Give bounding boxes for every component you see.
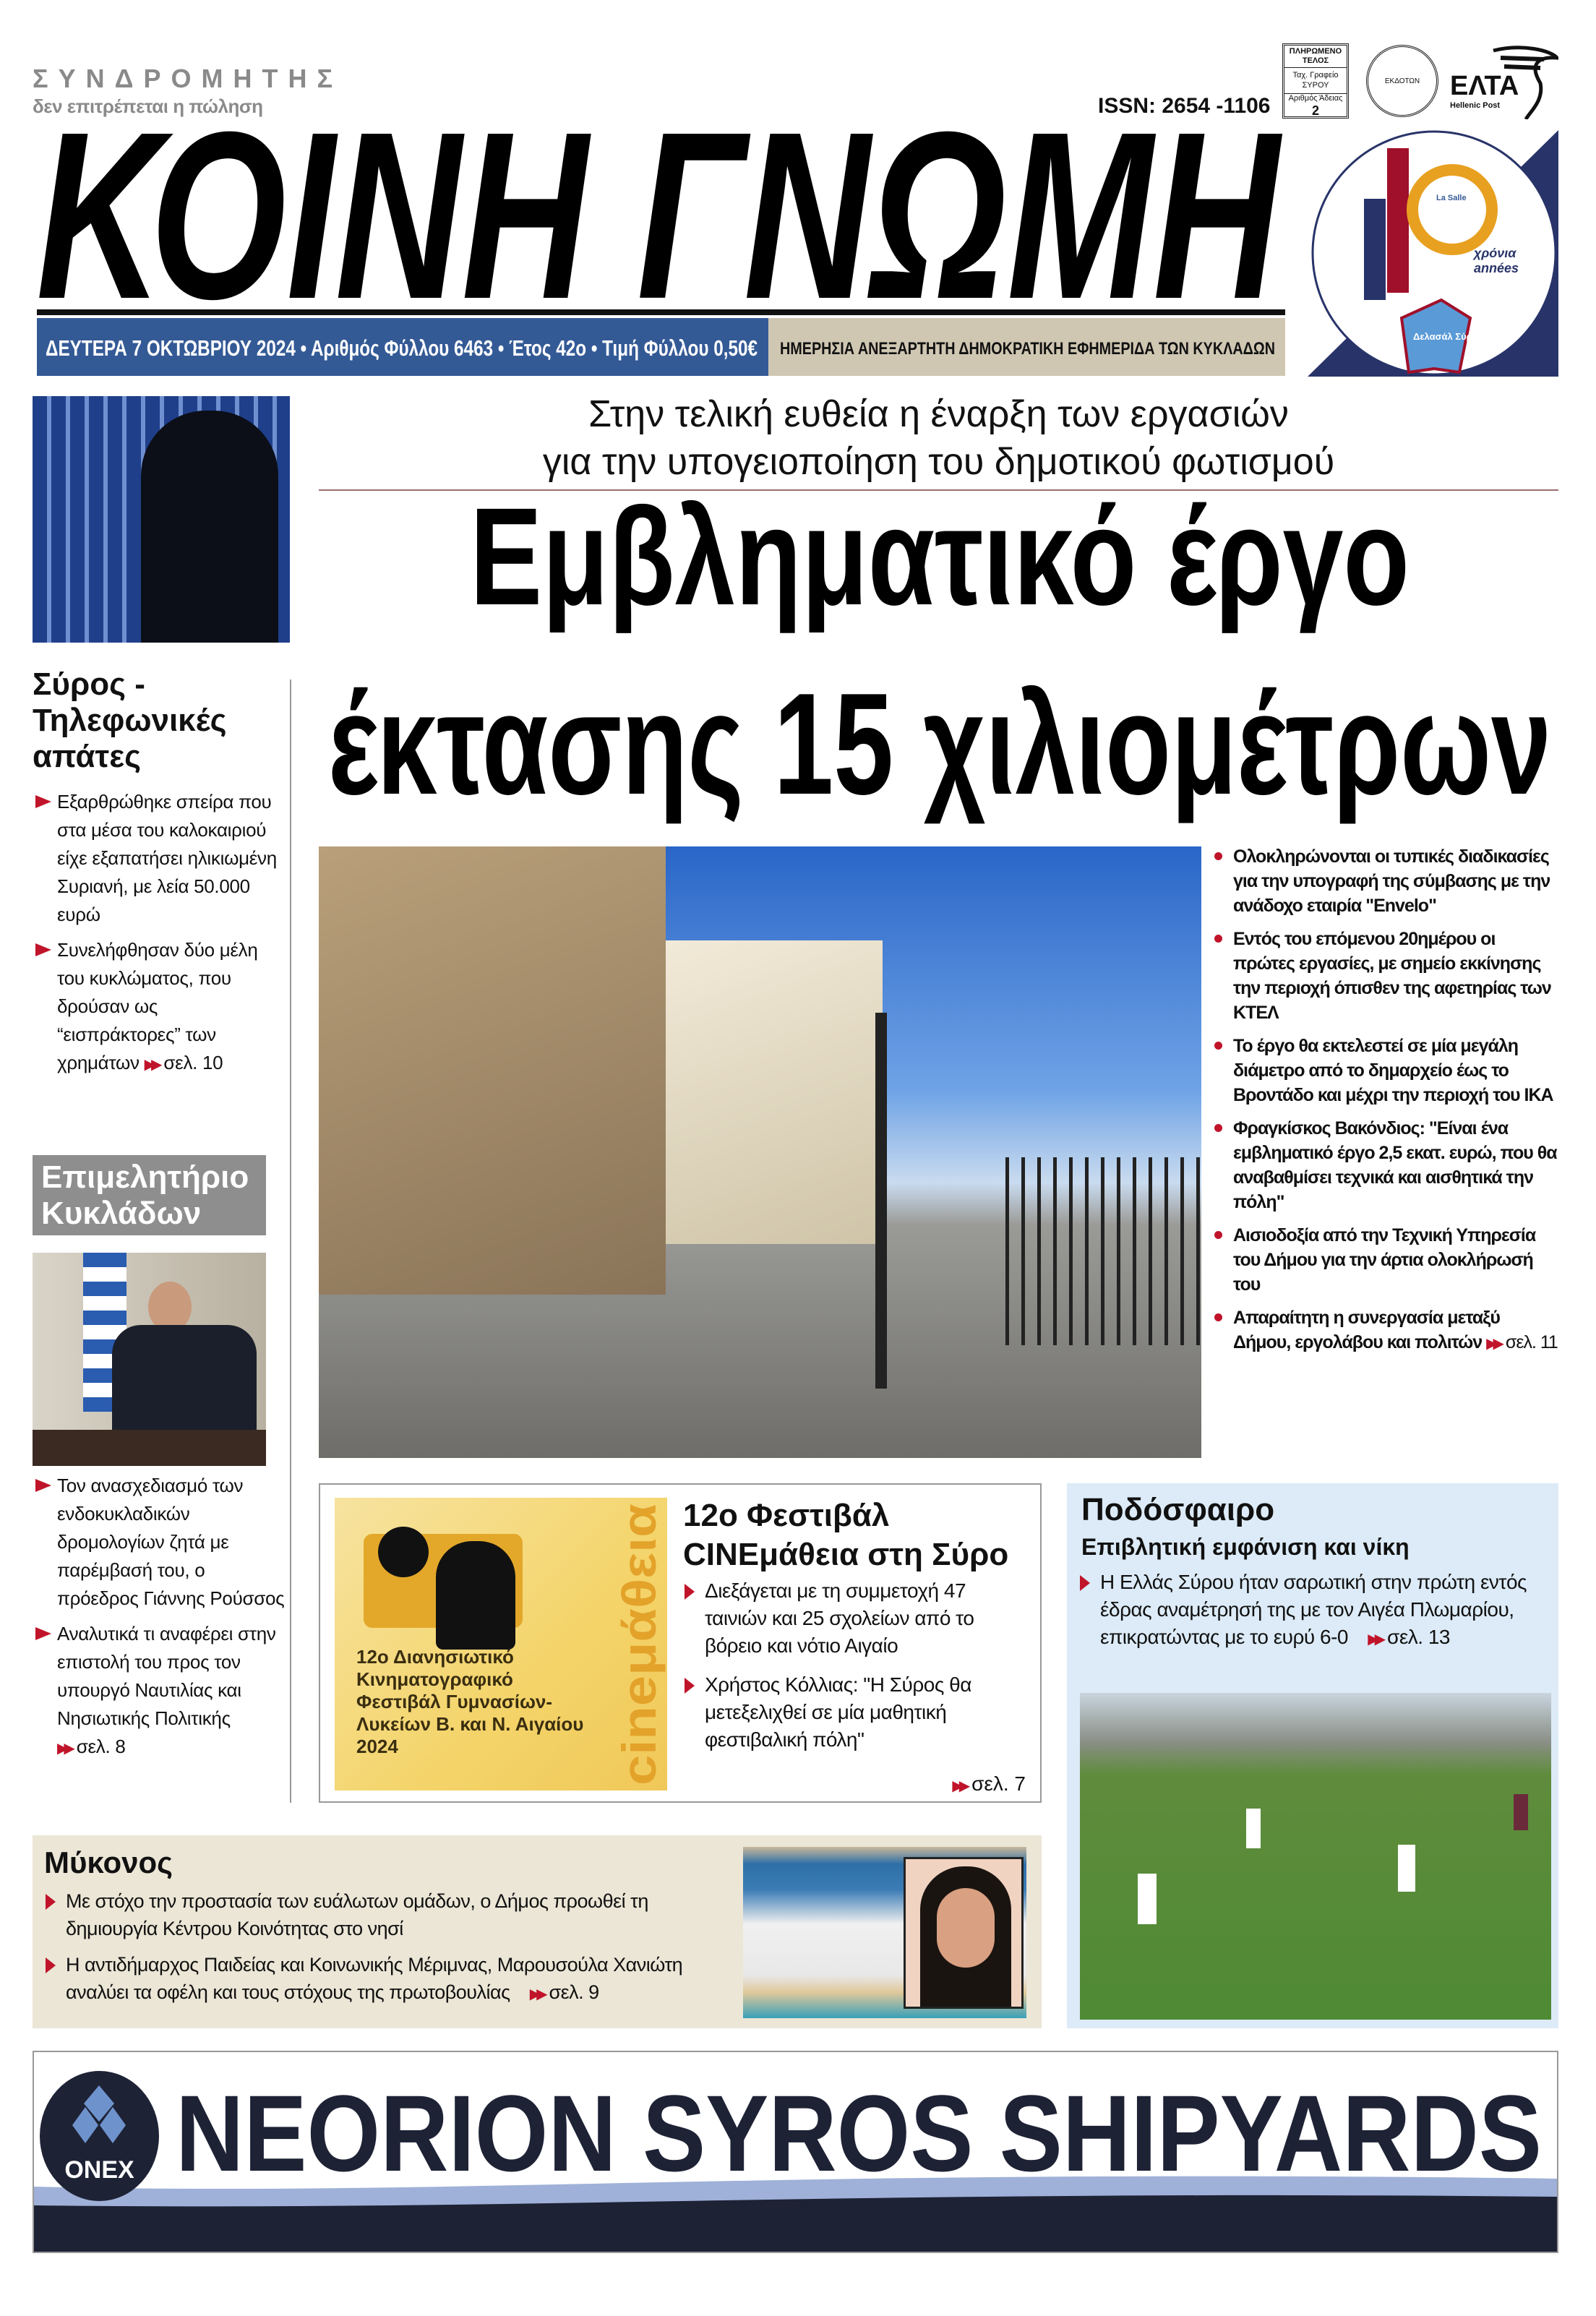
lamp-post bbox=[875, 1013, 887, 1389]
seal-text: ΕΚΔΟΤΩΝ bbox=[1384, 77, 1420, 85]
postage-paid-stamp bbox=[1282, 43, 1349, 119]
player bbox=[1246, 1809, 1261, 1848]
suit bbox=[112, 1325, 257, 1433]
scam-title: Σύρος - Τηλεφωνικές απάτες bbox=[33, 666, 227, 774]
ad-text: NEORION SYROS SHIPYARDS bbox=[176, 2074, 1542, 2182]
kicker-line-1: Στην τελική ευθεία η έναρξη των εργασιών bbox=[588, 393, 1289, 435]
masthead-rule bbox=[37, 309, 1285, 315]
scam-photo bbox=[33, 396, 290, 643]
chamber-title: Επιμελητήριο Κυκλάδων bbox=[33, 1155, 266, 1235]
desk bbox=[33, 1430, 266, 1466]
page-ref[interactable] bbox=[145, 1052, 223, 1073]
elta-logo bbox=[1450, 43, 1558, 119]
double-arrow-icon: ▶▶ bbox=[57, 1741, 71, 1757]
ad-text-svg bbox=[176, 2074, 1549, 2182]
lead-bullet-text: Απαραίτητη η συνεργασία μεταξύ Δήμου, εργολάβου και πολιτών bbox=[1233, 1308, 1500, 1352]
page-ref[interactable] bbox=[1368, 1626, 1450, 1648]
sphinx-icon bbox=[436, 1541, 515, 1650]
stamp-paid-text: ΠΛΗΡΩΜΕΝΟ ΤΕΛΟΣ bbox=[1284, 46, 1347, 68]
page-ref[interactable] bbox=[1486, 1332, 1558, 1352]
headline-line-1: Εμβληματικό έργο bbox=[470, 499, 1410, 634]
cine-bullets bbox=[683, 1577, 1030, 1765]
scam-bullet-text: Συνελήφθησαν δύο μέλη του κυκλώματος, που δρούσαν ως “εισπράκτορες” των χρημάτων bbox=[57, 939, 258, 1073]
football-box bbox=[1067, 1483, 1558, 2028]
page-ref-text: σελ. 7 bbox=[971, 1772, 1026, 1795]
page-ref[interactable] bbox=[57, 1736, 126, 1757]
camera-icon bbox=[378, 1527, 429, 1577]
deputy-mayor-portrait bbox=[904, 1857, 1024, 2009]
dateline-bar bbox=[37, 318, 768, 376]
onex-text: ONEX bbox=[64, 2156, 134, 2184]
mykonos-bullet: Με στόχο την προστασία των ευάλωτων ομάδων, ο Δήμος προωθεί τη δημιουργία Κέντρου Κοινότητας στο νησί bbox=[44, 1887, 738, 1942]
lead-bullet bbox=[1214, 1305, 1558, 1356]
headline-line-1-svg bbox=[470, 499, 1415, 638]
headline-line-2: έκτασης 15 χιλιομέτρων bbox=[328, 674, 1551, 825]
scam-bullet bbox=[33, 936, 286, 1079]
lead-bullet: Αισιοδοξία από την Τεχνική Υπηρεσία του Δήμου για την άρτια ολοκλήρωσή του bbox=[1214, 1223, 1558, 1297]
elta-subtext: Hellenic Post bbox=[1450, 101, 1501, 110]
mykonos-photo bbox=[743, 1847, 1026, 2018]
dateline-svg bbox=[37, 318, 768, 376]
page-ref-text: σελ. 8 bbox=[76, 1736, 126, 1757]
tagline-bar bbox=[768, 318, 1285, 376]
cine-title bbox=[683, 1496, 1008, 1574]
building-left bbox=[319, 846, 666, 1295]
double-arrow-icon: ▶▶ bbox=[1368, 1631, 1382, 1647]
lead-bullets bbox=[1214, 844, 1558, 1365]
cinematheia-logo-svg bbox=[604, 1498, 667, 1790]
cine-title-2: CINEμάθεια στη Σύρο bbox=[683, 1537, 1009, 1572]
football-subtitle: Επιβλητική εμφάνιση και νίκη bbox=[1081, 1534, 1410, 1560]
stamp-permit-label: Αριθμός Άδειας bbox=[1288, 93, 1343, 103]
newspaper-title: ΚΟΙΝΗ ΓΝΩΜΗ bbox=[36, 121, 1284, 306]
player bbox=[1514, 1794, 1528, 1830]
page-ref-text: σελ. 13 bbox=[1387, 1626, 1450, 1648]
chamber-bullet bbox=[33, 1620, 286, 1763]
double-arrow-icon: ▶▶ bbox=[1486, 1336, 1500, 1352]
double-arrow-icon: ▶▶ bbox=[529, 1986, 544, 2002]
years-text: χρόνια années bbox=[1474, 246, 1519, 275]
page-ref-text: σελ. 9 bbox=[549, 1981, 599, 2003]
mykonos-title: Μύκονος bbox=[44, 1845, 173, 1879]
chamber-bullets bbox=[33, 1472, 286, 1770]
lead-bullet: Το έργο θα εκτελεστεί σε μία μεγάλη διάμετρο από το δημαρχείο έως το Βροντάδο και μέχρι την περιοχή του ΙΚΑ bbox=[1214, 1034, 1558, 1107]
not-for-sale-label: δεν επιτρέπεται η πώληση bbox=[33, 95, 263, 117]
football-bullets bbox=[1078, 1569, 1551, 1653]
scam-bullets bbox=[33, 788, 286, 1086]
face bbox=[937, 1888, 995, 1968]
football-photo bbox=[1080, 1693, 1551, 2020]
player bbox=[1138, 1874, 1157, 1924]
mykonos-bullets bbox=[44, 1887, 738, 2008]
festival-poster bbox=[335, 1498, 667, 1790]
issn: ISSN: 2654 -1106 bbox=[1098, 94, 1271, 118]
football-title: Ποδόσφαιρο bbox=[1081, 1492, 1275, 1527]
cine-bullet: Διεξάγεται με τη συμμετοχή 47 ταινιών και 25 σχολείων από το βόρειο και νότιο Αιγαίο bbox=[683, 1577, 1030, 1660]
school-name: Δελασάλ Σύρου bbox=[1413, 331, 1484, 342]
subscriber-label: ΣΥΝΔΡΟΜΗΤΗΣ bbox=[33, 64, 343, 93]
dateline: ΔΕΥΤΕΡΑ 7 ΟΚΤΩΒΡΙΟΥ 2024 • Αριθμός Φύλλου 6463 • Έτος 42ο • Τιμή Φύλλου 0,50€ bbox=[46, 335, 758, 361]
headline-line-2-svg bbox=[328, 674, 1557, 830]
tagline-svg bbox=[768, 318, 1285, 376]
neorion-ad[interactable] bbox=[33, 2051, 1558, 2253]
street-photo bbox=[319, 846, 1201, 1458]
page-ref[interactable] bbox=[530, 1981, 599, 2003]
mykonos-bullet bbox=[44, 1951, 738, 2008]
cine-festival-box bbox=[319, 1483, 1042, 1803]
kicker-line-2: για την υπογειοποίηση του δημοτικού φωτισμού bbox=[542, 441, 1335, 483]
page-ref-text: σελ. 11 bbox=[1505, 1332, 1558, 1352]
lead-bullet: Εντός του επόμενου 20ημέρου οι πρώτες εργασίες, με σημείο εκκίνησης την περιοχή όπισθεν της αφετηρίας των ΚΤΕΛ bbox=[1214, 927, 1558, 1025]
mykonos-bullet-text: Η αντιδήμαρχος Παιδείας και Κοινωνικής Μέριμνας, Μαρουσούλα Χανιώτη αναλύει τα οφέλη και τους στόχους της πρωτοβουλίας bbox=[66, 1954, 683, 2003]
cinematheia-logo: cineμάθεια bbox=[612, 1540, 666, 1785]
lead-kicker bbox=[319, 390, 1558, 486]
silhouette bbox=[141, 411, 278, 643]
anniversary-logo bbox=[1308, 130, 1558, 377]
page-ref[interactable] bbox=[952, 1772, 1026, 1796]
scam-bullet: Εξαρθρώθηκε σπείρα που στα μέσα του καλοκαιριού είχε εξαπατήσει ηλικιωμένη Συριανή, με λεία 50.000 ευρώ bbox=[33, 788, 286, 929]
page-ref-text: σελ. 10 bbox=[163, 1052, 223, 1073]
stamp-office-text: Ταχ. Γραφείο ΣΥΡΟΥ bbox=[1284, 68, 1347, 93]
column-divider bbox=[290, 679, 291, 1803]
player bbox=[1398, 1845, 1415, 1892]
tagline: ΗΜΕΡΗΣΙΑ ΑΝΕΞΑΡΤΗΤΗ ΔΗΜΟΚΡΑΤΙΚΗ ΕΦΗΜΕΡΙΔΑ ΤΩΝ ΚΥΚΛΑΔΩΝ bbox=[780, 339, 1275, 359]
elta-text: ΕΛΤΑ bbox=[1450, 71, 1519, 101]
poster-text: 12ο Διανησιωτικό Κινηματογραφικό Φεστιβάλ Γυμνασίων-Λυκείων Β. και Ν. Αιγαίου 2024 bbox=[356, 1646, 584, 1757]
chamber-bullet-text: Αναλυτικά τι αναφέρει στην επιστολή του προς τον υπουργό Ναυτιλίας και Νησιωτικής Πολιτικής bbox=[57, 1623, 276, 1729]
chamber-president-photo bbox=[33, 1253, 266, 1466]
lead-bullet: Ολοκληρώνονται οι τυπικές διαδικασίες για την υπογραφή της σύμβασης με την ανάδοχο εταιρία "Envelo" bbox=[1214, 844, 1558, 918]
newspaper-title-svg bbox=[36, 121, 1285, 306]
double-arrow-icon: ▶▶ bbox=[144, 1057, 158, 1073]
chamber-bullet: Τον ανασχεδιασμό των ενδοκυκλαδικών δρομολογίων ζητά με παρέμβασή του, ο πρόεδρος Γιάννης Ρούσσος bbox=[33, 1472, 286, 1613]
lead-bullet: Φραγκίσκος Βακόνδιος: "Είναι ένα εμβληματικό έργο 2,5 εκατ. ευρώ, που θα αναβαθμίσει τεχνικά και αισθητικά την πόλη" bbox=[1214, 1116, 1558, 1214]
railing bbox=[1005, 1157, 1201, 1345]
cine-title-1: 12ο Φεστιβάλ bbox=[683, 1498, 890, 1533]
diamond-icon bbox=[72, 2085, 126, 2158]
lasalle-text: La Salle bbox=[1436, 194, 1467, 202]
double-arrow-icon: ▶▶ bbox=[952, 1778, 966, 1794]
football-bullet-text: Η Ελλάς Σύρου ήταν σαρωτική στην πρώτη εντός έδρας αναμέτρησή της με τον Αιγέα Πλωμαρίου, επικρατώντας με το ευρύ 6-0 bbox=[1100, 1571, 1527, 1648]
football-bullet bbox=[1078, 1569, 1551, 1653]
building-right bbox=[666, 940, 883, 1244]
onex-logo bbox=[40, 2071, 159, 2201]
publishers-seal bbox=[1366, 45, 1438, 117]
cine-bullet: Χρήστος Κόλλιας: "Η Σύρος θα μετεξελιχθεί σε μία μαθητική φεστιβαλική πόλη" bbox=[683, 1671, 1030, 1754]
stamp-permit-number: 2 bbox=[1311, 103, 1319, 118]
kicker-rule bbox=[319, 489, 1558, 491]
mykonos-box bbox=[33, 1835, 1042, 2028]
